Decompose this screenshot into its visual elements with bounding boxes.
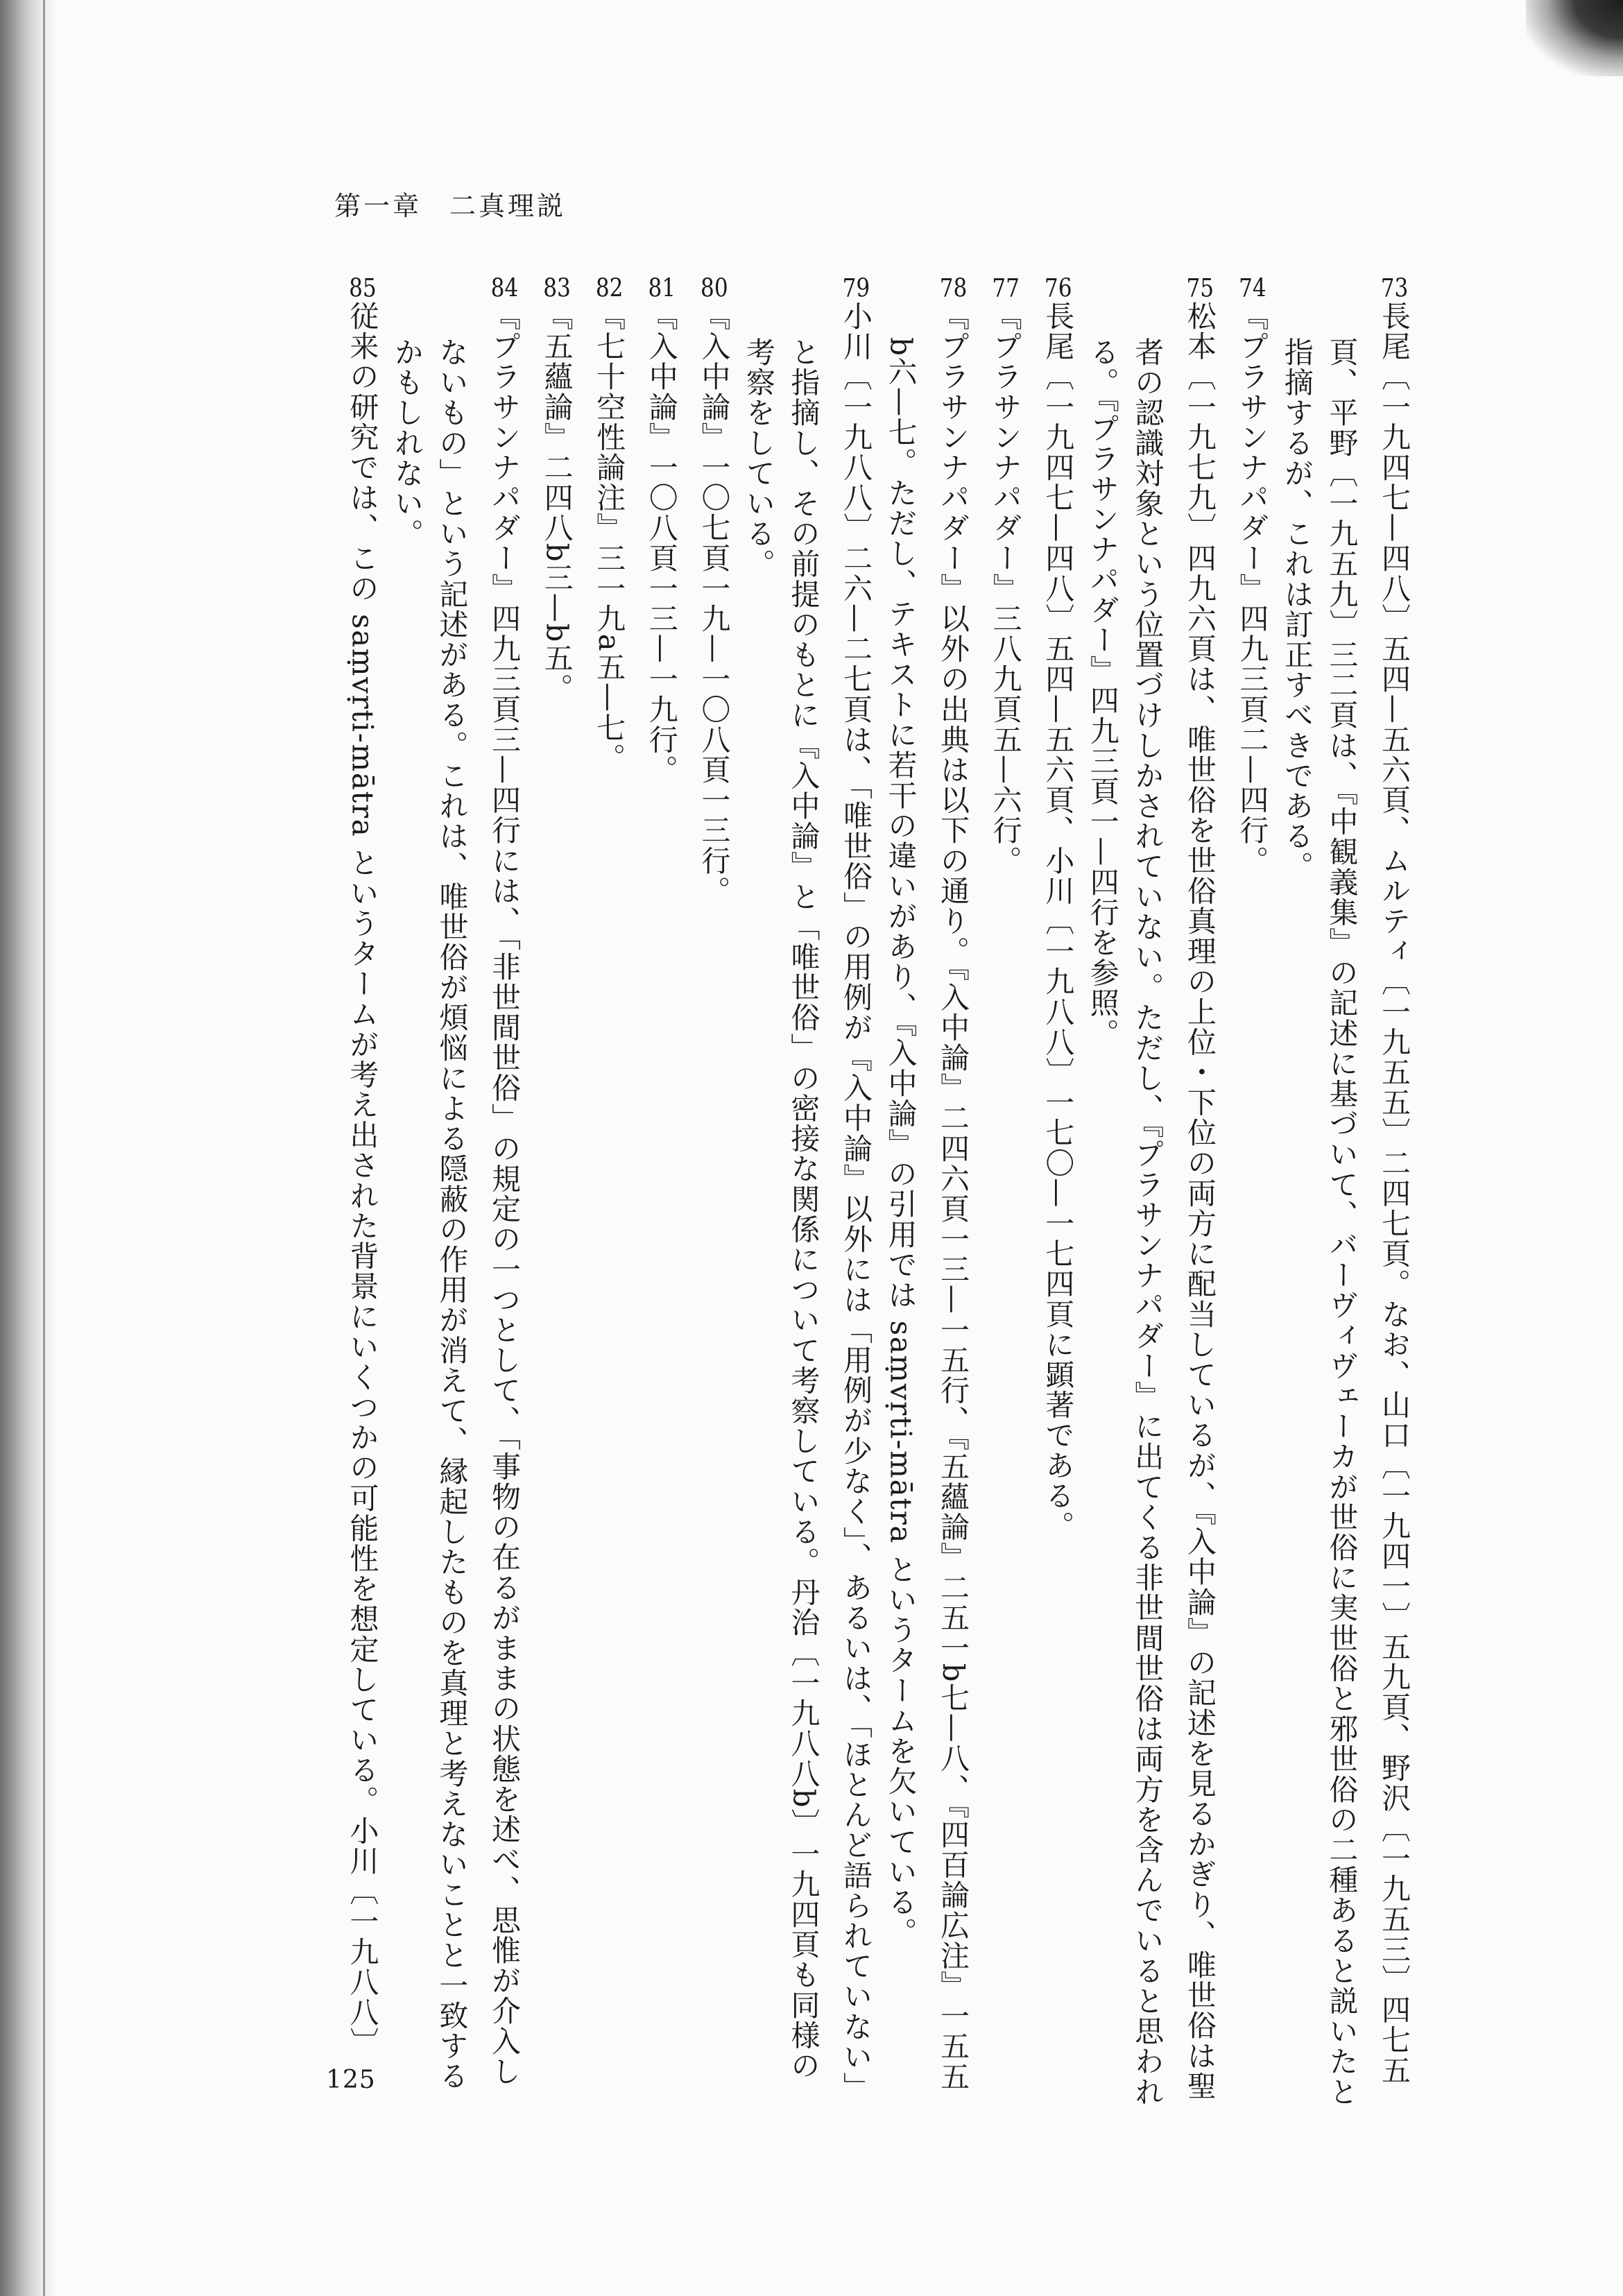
endnote-79 <box>736 276 878 2107</box>
endnote-83 <box>526 276 579 2107</box>
note-number: 84 <box>490 276 519 301</box>
note-text: 『入中論』一〇七頁一九—一〇八頁一三行。 <box>697 301 732 906</box>
scan-gutter-line <box>43 0 45 2296</box>
note-text: 『プラサンナパダー』四九三頁三—四行には、「非世間世俗」の規定の一つとして、「事物の在るがままの状態を述べ、思惟が介入しないもの」という記述がある。これは、唯世俗が煩悩による隠蔽の作用が消えて、縁起したものを真理と考えないことと一致するかもしれない。 <box>390 301 522 2091</box>
note-number: 73 <box>1380 276 1409 301</box>
note-number: 83 <box>543 276 571 301</box>
chapter-title: 二真理説 <box>449 191 567 221</box>
endnote-76 <box>1028 276 1081 2107</box>
endnote-74 <box>1222 276 1275 2107</box>
endnote-82 <box>579 276 632 2107</box>
note-text: 従来の研究では、この saṃvṛti-mātra というタームが考え出された背景にいくつかの可能性を想定している。小川〔一九八八〕 <box>345 301 380 2058</box>
note-number: 76 <box>1044 276 1072 301</box>
note-text: 小川〔一九八八〕二六—二七頁は、「唯世俗」の用例が『入中論』以外には「用例が少なく」、あるいは、「ほとんど語られていない」と指摘し、その前提のもとに『入中論』と「唯世俗」の密接な関係について考察している。丹治〔一九八八b〕一九四頁も同様の考察をしている。 <box>741 301 873 2102</box>
note-number: 77 <box>992 276 1020 301</box>
running-head <box>334 185 566 223</box>
note-text: 『入中論』一〇八頁一三—一九行。 <box>644 301 679 785</box>
note-number: 75 <box>1186 276 1214 301</box>
endnote-77 <box>975 276 1028 2107</box>
scan-corner-smudge <box>1526 0 1623 76</box>
endnote-81 <box>631 276 684 2107</box>
note-text: 『七十空性論注』三一九a五—七。 <box>592 301 627 773</box>
note-text: 『プラサンナパダー』以外の出典は以下の通り。『入中論』二四六頁一三—一五行、『五蘊論』二五一b七—八、『四百論広注』一五五b六—七。ただし、テキストに若干の違いがあり、『入中論』の引用では saṃvṛti-mātra というタームを欠いている。 <box>884 301 971 2092</box>
note-text: 『プラサンナパダー』四九三頁二—四行。 <box>1235 301 1270 876</box>
endnote-80 <box>684 276 737 2107</box>
scan-gutter-shadow <box>0 0 58 2296</box>
note-number: 82 <box>595 276 624 301</box>
endnote-78 <box>878 276 975 2107</box>
endnote-73 <box>1274 276 1416 2107</box>
note-text: 『プラサンナパダー』三八九頁五—六行。 <box>988 301 1023 876</box>
endnote-84 <box>384 276 526 2107</box>
note-number: 74 <box>1239 276 1266 301</box>
note-number: 80 <box>701 276 728 301</box>
note-number: 81 <box>648 276 676 301</box>
note-number: 79 <box>842 276 870 301</box>
endnotes-body <box>272 276 1416 2107</box>
note-text: 長尾〔一九四七—四八〕五四—五六頁、小川〔一九八八〕一七〇—一七四頁に顕著である。 <box>1041 301 1076 1541</box>
note-number: 78 <box>939 276 968 301</box>
note-text: 長尾〔一九四七—四八〕五四—五六頁、ムルティ〔一九五五〕二四七頁。なお、山口〔一九四一〕五九頁、野沢〔一九五三〕四七五頁、平野〔一九五九〕三二頁は、『中観義集』の記述に基づいて、バーヴィヴェーカが世俗に実世俗と邪世俗の二種あると説いたと指摘するが、これは訂正すべきである。 <box>1280 301 1411 2107</box>
endnote-85 <box>332 276 385 2107</box>
endnote-75 <box>1080 276 1222 2107</box>
note-text: 『五蘊論』二四八b三—b五。 <box>540 301 574 704</box>
chapter-label: 第一章 <box>334 191 422 221</box>
note-number: 85 <box>349 276 377 301</box>
page-number: 125 <box>326 2066 376 2094</box>
note-text: 松本〔一九七九〕四九六頁は、唯世俗を世俗真理の上位・下位の両方に配当しているが、『入中論』の記述を見るかぎり、唯世俗は聖者の認識対象という位置づけしかされていない。ただし、『プラサンナパダー』に出てくる非世間世俗は両方を含んでいると思われる。『プラサンナパダー』四九三頁一—四行を参照。 <box>1085 301 1217 2107</box>
